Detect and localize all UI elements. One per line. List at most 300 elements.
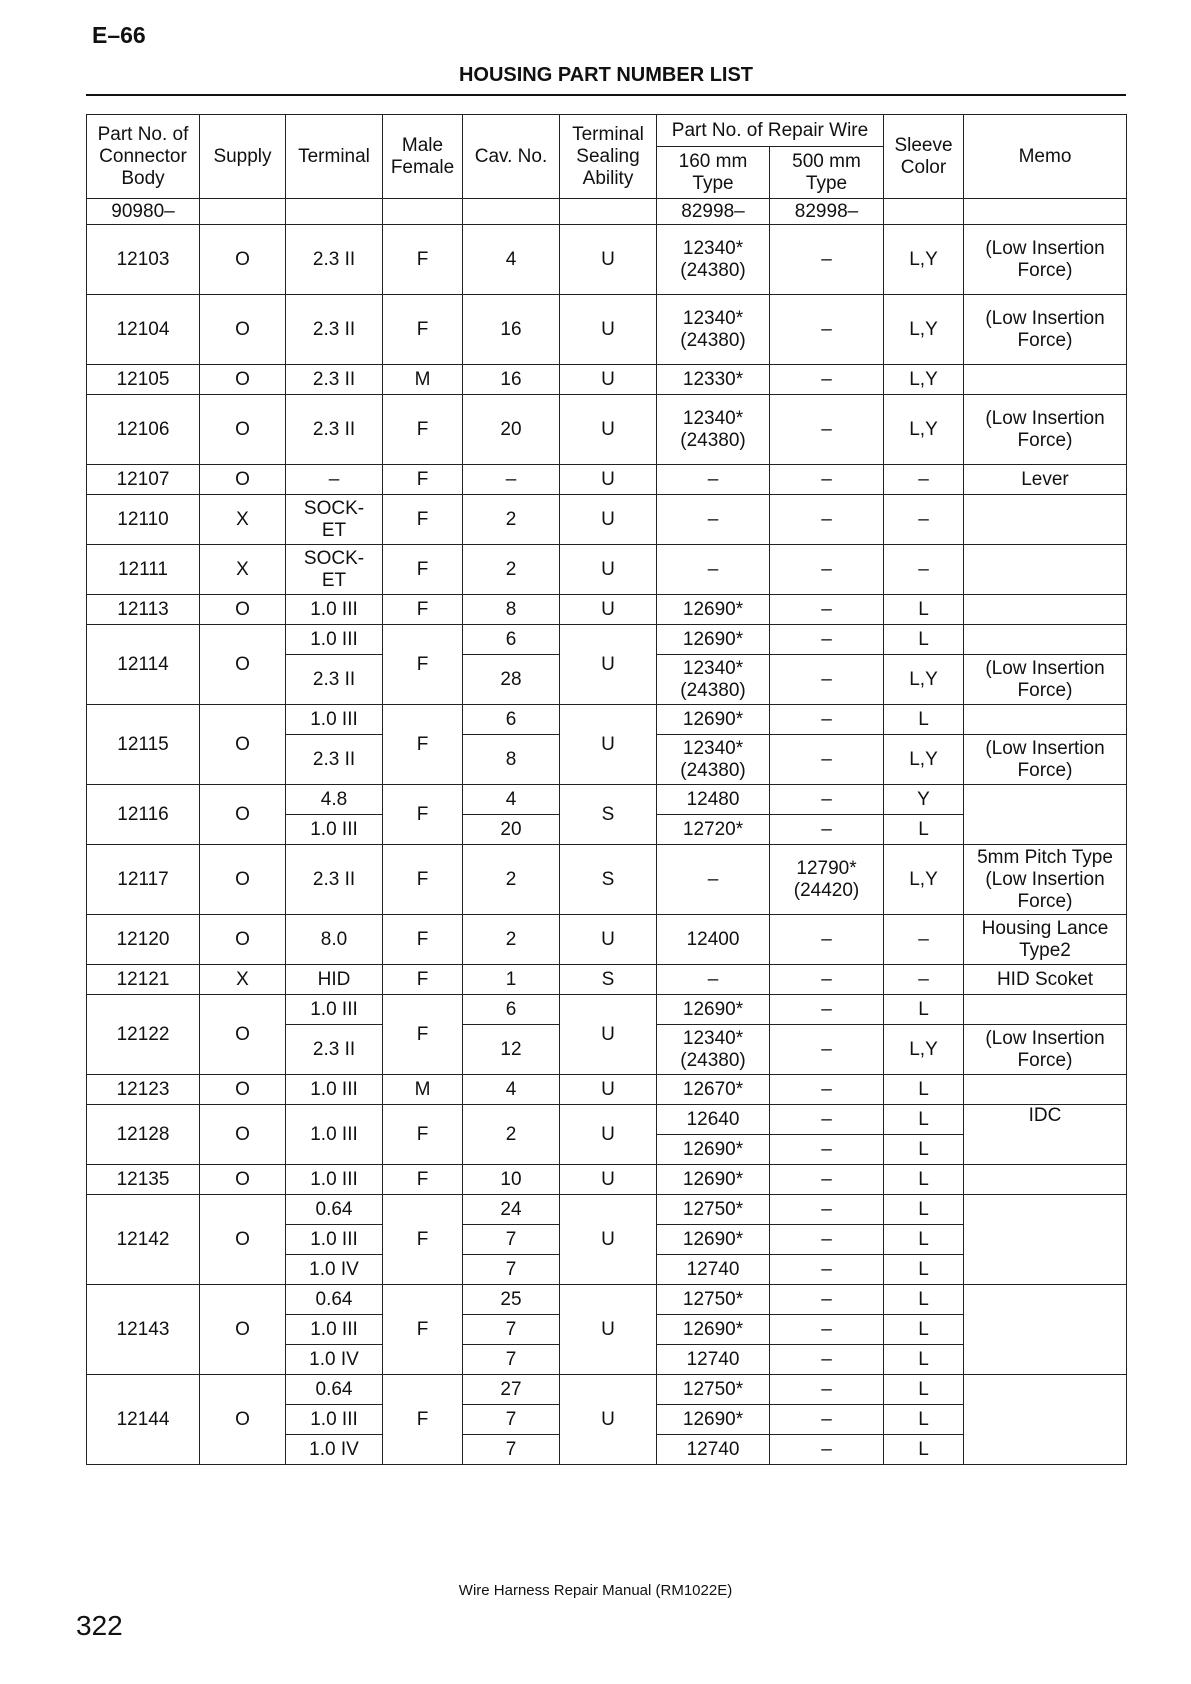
- male-female-cell: M: [383, 365, 463, 395]
- cav-no-cell: 8: [463, 735, 560, 785]
- repair-wire-160-cell: 12690*: [657, 1165, 770, 1195]
- table-row: [87, 625, 1127, 655]
- sleeve-color-cell: –: [884, 465, 964, 495]
- col-header-terminal: Terminal: [286, 115, 383, 199]
- col-header-sealing: Terminal Sealing Ability: [560, 115, 657, 199]
- repair-wire-500-cell: –: [770, 1135, 884, 1165]
- repair-wire-500-cell: –: [770, 595, 884, 625]
- terminal-cell: 1.0 III: [286, 1405, 383, 1435]
- sleeve-color-cell: L,Y: [884, 655, 964, 705]
- terminal-cell: 1.0 III: [286, 1165, 383, 1195]
- repair-wire-160-cell: 12340* (24380): [657, 1025, 770, 1075]
- repair-wire-160-cell: 12340* (24380): [657, 295, 770, 365]
- sealing-cell: U: [560, 225, 657, 295]
- supply-cell: O: [200, 1285, 286, 1375]
- sleeve-color-cell: L,Y: [884, 395, 964, 465]
- sealing-cell: U: [560, 915, 657, 965]
- male-female-cell: F: [383, 915, 463, 965]
- cav-no-cell: 7: [463, 1255, 560, 1285]
- sealing-cell: U: [560, 1285, 657, 1375]
- repair-wire-160-cell: 12740: [657, 1255, 770, 1285]
- memo-cell: [964, 1075, 1127, 1105]
- table-row: [87, 1285, 1127, 1315]
- male-female-cell: F: [383, 965, 463, 995]
- memo-cell: HID Scoket: [964, 965, 1127, 995]
- sealing-cell: U: [560, 995, 657, 1075]
- repair-wire-160-cell: 12690*: [657, 1225, 770, 1255]
- memo-cell: [964, 1165, 1127, 1195]
- table-row: [87, 1195, 1127, 1225]
- part-number-cell: 12110: [87, 495, 200, 545]
- sleeve-color-cell: L: [884, 1105, 964, 1135]
- sleeve-color-cell: L: [884, 995, 964, 1025]
- terminal-cell: 2.3 II: [286, 845, 383, 915]
- terminal-cell: 1.0 III: [286, 1105, 383, 1165]
- repair-wire-500-cell: –: [770, 1165, 884, 1195]
- sleeve-color-cell: L: [884, 1285, 964, 1315]
- repair-wire-500-cell: –: [770, 1105, 884, 1135]
- supply-cell: O: [200, 625, 286, 705]
- memo-cell: [964, 1195, 1127, 1285]
- male-female-cell: F: [383, 705, 463, 785]
- repair-wire-500-cell: –: [770, 1255, 884, 1285]
- sleeve-color-cell: L: [884, 1375, 964, 1405]
- cav-no-cell: 7: [463, 1435, 560, 1465]
- cav-no-cell: 6: [463, 705, 560, 735]
- repair-wire-500-cell: –: [770, 1285, 884, 1315]
- memo-cell: (Low Insertion Force): [964, 295, 1127, 365]
- repair-wire-160-cell: 12750*: [657, 1285, 770, 1315]
- sealing-cell: U: [560, 465, 657, 495]
- male-female-cell: F: [383, 395, 463, 465]
- table-row: [87, 225, 1127, 295]
- memo-cell: [964, 705, 1127, 735]
- repair-wire-500-cell: 12790* (24420): [770, 845, 884, 915]
- cav-no-cell: 24: [463, 1195, 560, 1225]
- supply-cell: O: [200, 395, 286, 465]
- sealing-cell: U: [560, 705, 657, 785]
- male-female-cell: F: [383, 545, 463, 595]
- terminal-cell: 0.64: [286, 1195, 383, 1225]
- repair-wire-500-cell: –: [770, 965, 884, 995]
- repair-wire-500-cell: –: [770, 1345, 884, 1375]
- cav-no-cell: 2: [463, 1105, 560, 1165]
- male-female-cell: F: [383, 465, 463, 495]
- part-number-cell: 12121: [87, 965, 200, 995]
- sleeve-color-cell: –: [884, 495, 964, 545]
- col-header-sleeve: Sleeve Color: [884, 115, 964, 199]
- sealing-cell: U: [560, 495, 657, 545]
- cav-no-cell: 7: [463, 1225, 560, 1255]
- cav-no-cell: 12: [463, 1025, 560, 1075]
- sleeve-color-cell: L: [884, 1165, 964, 1195]
- sleeve-color-cell: L,Y: [884, 295, 964, 365]
- part-number-cell: 12113: [87, 595, 200, 625]
- cav-no-cell: 2: [463, 845, 560, 915]
- repair-wire-160-cell: 12740: [657, 1345, 770, 1375]
- repair-wire-500-cell: –: [770, 1405, 884, 1435]
- cav-no-cell: 10: [463, 1165, 560, 1195]
- col-header-repair-wire: Part No. of Repair Wire: [657, 115, 884, 147]
- sleeve-color-cell: L: [884, 815, 964, 845]
- repair-wire-160-cell: 12340* (24380): [657, 225, 770, 295]
- memo-cell: Housing Lance Type2: [964, 915, 1127, 965]
- housing-part-table: [86, 114, 1127, 1465]
- repair-wire-160-cell: 12690*: [657, 995, 770, 1025]
- memo-cell: (Low Insertion Force): [964, 735, 1127, 785]
- male-female-cell: M: [383, 1075, 463, 1105]
- supply-cell: X: [200, 545, 286, 595]
- repair-wire-500-cell: –: [770, 735, 884, 785]
- part-number-cell: 12103: [87, 225, 200, 295]
- supply-cell: O: [200, 1375, 286, 1465]
- sleeve-color-cell: L: [884, 1255, 964, 1285]
- cav-no-cell: 6: [463, 625, 560, 655]
- supply-cell: O: [200, 1195, 286, 1285]
- male-female-cell: F: [383, 1165, 463, 1195]
- sleeve-color-cell: –: [884, 965, 964, 995]
- memo-cell: (Low Insertion Force): [964, 1025, 1127, 1075]
- sealing-cell: U: [560, 1375, 657, 1465]
- repair-wire-160-cell: 12690*: [657, 1315, 770, 1345]
- sleeve-color-cell: L: [884, 1345, 964, 1375]
- part-number-cell: 12107: [87, 465, 200, 495]
- repair-wire-500-cell: –: [770, 705, 884, 735]
- col-header-500: 500 mm Type: [770, 147, 884, 199]
- terminal-cell: 1.0 III: [286, 995, 383, 1025]
- col-header-memo: Memo: [964, 115, 1127, 199]
- part-number-cell: 12117: [87, 845, 200, 915]
- memo-cell: Lever: [964, 465, 1127, 495]
- cav-no-cell: 2: [463, 545, 560, 595]
- col-header-part-no: Part No. of Connector Body: [87, 115, 200, 199]
- part-number-cell: 12135: [87, 1165, 200, 1195]
- prefix-160: 82998–: [657, 199, 770, 225]
- supply-cell: O: [200, 595, 286, 625]
- cav-no-cell: –: [463, 465, 560, 495]
- repair-wire-500-cell: –: [770, 1225, 884, 1255]
- repair-wire-160-cell: 12690*: [657, 595, 770, 625]
- terminal-cell: 1.0 III: [286, 1315, 383, 1345]
- sleeve-color-cell: Y: [884, 785, 964, 815]
- col-header-supply: Supply: [200, 115, 286, 199]
- sealing-cell: U: [560, 395, 657, 465]
- part-number-cell: 12128: [87, 1105, 200, 1165]
- terminal-cell: 8.0: [286, 915, 383, 965]
- repair-wire-160-cell: 12640: [657, 1105, 770, 1135]
- terminal-cell: 1.0 IV: [286, 1435, 383, 1465]
- cav-no-cell: 28: [463, 655, 560, 705]
- sleeve-color-cell: L: [884, 625, 964, 655]
- supply-cell: O: [200, 295, 286, 365]
- male-female-cell: F: [383, 1375, 463, 1465]
- col-header-160: 160 mm Type: [657, 147, 770, 199]
- terminal-cell: 1.0 III: [286, 1075, 383, 1105]
- cav-no-cell: 6: [463, 995, 560, 1025]
- part-number-cell: 12115: [87, 705, 200, 785]
- cav-no-cell: 16: [463, 295, 560, 365]
- table-row: [87, 365, 1127, 395]
- sleeve-color-cell: –: [884, 915, 964, 965]
- sealing-cell: U: [560, 595, 657, 625]
- part-number-cell: 12144: [87, 1375, 200, 1465]
- terminal-cell: 2.3 II: [286, 1025, 383, 1075]
- sealing-cell: S: [560, 965, 657, 995]
- prefix-row: [87, 199, 1127, 225]
- repair-wire-500-cell: –: [770, 295, 884, 365]
- repair-wire-160-cell: 12340* (24380): [657, 735, 770, 785]
- repair-wire-500-cell: –: [770, 225, 884, 295]
- part-number-cell: 12111: [87, 545, 200, 595]
- sleeve-color-cell: L: [884, 1435, 964, 1465]
- cav-no-cell: 20: [463, 395, 560, 465]
- cav-no-cell: 4: [463, 1075, 560, 1105]
- male-female-cell: F: [383, 845, 463, 915]
- page-number: 322: [76, 1610, 123, 1641]
- table-row: [87, 465, 1127, 495]
- supply-cell: O: [200, 465, 286, 495]
- repair-wire-500-cell: –: [770, 785, 884, 815]
- cav-no-cell: 4: [463, 225, 560, 295]
- repair-wire-160-cell: 12400: [657, 915, 770, 965]
- male-female-cell: F: [383, 785, 463, 845]
- cav-no-cell: 27: [463, 1375, 560, 1405]
- sealing-cell: U: [560, 545, 657, 595]
- male-female-cell: F: [383, 1285, 463, 1375]
- repair-wire-500-cell: –: [770, 1315, 884, 1345]
- repair-wire-160-cell: –: [657, 495, 770, 545]
- table-row: [87, 1105, 1127, 1135]
- sleeve-color-cell: L: [884, 595, 964, 625]
- sleeve-color-cell: L: [884, 1225, 964, 1255]
- sleeve-color-cell: L: [884, 1195, 964, 1225]
- male-female-cell: F: [383, 1105, 463, 1165]
- repair-wire-160-cell: 12330*: [657, 365, 770, 395]
- table-row: [87, 1375, 1127, 1405]
- table-row: [87, 965, 1127, 995]
- repair-wire-160-cell: –: [657, 845, 770, 915]
- memo-cell: [964, 365, 1127, 395]
- part-number-cell: 12104: [87, 295, 200, 365]
- terminal-cell: 1.0 IV: [286, 1255, 383, 1285]
- part-number-cell: 12114: [87, 625, 200, 705]
- sealing-cell: U: [560, 1105, 657, 1165]
- repair-wire-160-cell: 12670*: [657, 1075, 770, 1105]
- repair-wire-160-cell: –: [657, 465, 770, 495]
- repair-wire-160-cell: 12750*: [657, 1375, 770, 1405]
- repair-wire-500-cell: –: [770, 1075, 884, 1105]
- memo-cell: [964, 1375, 1127, 1465]
- memo-cell: [964, 495, 1127, 545]
- sleeve-color-cell: L,Y: [884, 735, 964, 785]
- repair-wire-160-cell: 12690*: [657, 1135, 770, 1165]
- cav-no-cell: 8: [463, 595, 560, 625]
- sealing-cell: S: [560, 785, 657, 845]
- repair-wire-160-cell: 12480: [657, 785, 770, 815]
- sealing-cell: U: [560, 365, 657, 395]
- memo-cell: (Low Insertion Force): [964, 395, 1127, 465]
- table-row: [87, 295, 1127, 365]
- part-number-cell: 12143: [87, 1285, 200, 1375]
- sealing-cell: U: [560, 295, 657, 365]
- cav-no-cell: 4: [463, 785, 560, 815]
- sealing-cell: S: [560, 845, 657, 915]
- cav-no-cell: 7: [463, 1315, 560, 1345]
- table-row: [87, 915, 1127, 965]
- sealing-cell: U: [560, 1075, 657, 1105]
- male-female-cell: F: [383, 595, 463, 625]
- memo-cell: 5mm Pitch Type (Low Insertion Force): [964, 845, 1127, 915]
- repair-wire-500-cell: –: [770, 1195, 884, 1225]
- sleeve-color-cell: L: [884, 1405, 964, 1435]
- prefix-part: 90980–: [87, 199, 200, 225]
- terminal-cell: 1.0 III: [286, 705, 383, 735]
- part-number-cell: 12105: [87, 365, 200, 395]
- terminal-cell: 1.0 IV: [286, 1345, 383, 1375]
- supply-cell: X: [200, 495, 286, 545]
- cav-no-cell: 1: [463, 965, 560, 995]
- male-female-cell: F: [383, 495, 463, 545]
- memo-cell: [964, 545, 1127, 595]
- memo-cell: [964, 785, 1127, 845]
- repair-wire-160-cell: 12690*: [657, 625, 770, 655]
- terminal-cell: 2.3 II: [286, 395, 383, 465]
- part-number-cell: 12116: [87, 785, 200, 845]
- terminal-cell: 2.3 II: [286, 655, 383, 705]
- terminal-cell: 2.3 II: [286, 225, 383, 295]
- cav-no-cell: 20: [463, 815, 560, 845]
- male-female-cell: F: [383, 295, 463, 365]
- repair-wire-160-cell: 12740: [657, 1435, 770, 1465]
- repair-wire-160-cell: 12690*: [657, 705, 770, 735]
- table-row: [87, 705, 1127, 735]
- repair-wire-500-cell: –: [770, 655, 884, 705]
- terminal-cell: 1.0 III: [286, 1225, 383, 1255]
- sealing-cell: U: [560, 625, 657, 705]
- table-row: [87, 845, 1127, 915]
- memo-cell: [964, 1285, 1127, 1375]
- supply-cell: O: [200, 225, 286, 295]
- male-female-cell: F: [383, 995, 463, 1075]
- terminal-cell: 2.3 II: [286, 295, 383, 365]
- repair-wire-500-cell: –: [770, 625, 884, 655]
- table-row: [87, 1075, 1127, 1105]
- supply-cell: O: [200, 1105, 286, 1165]
- table-row: [87, 395, 1127, 465]
- cav-no-cell: 25: [463, 1285, 560, 1315]
- sleeve-color-cell: L,Y: [884, 845, 964, 915]
- col-header-male-female: Male Female: [383, 115, 463, 199]
- part-number-cell: 12122: [87, 995, 200, 1075]
- repair-wire-500-cell: –: [770, 995, 884, 1025]
- supply-cell: O: [200, 845, 286, 915]
- repair-wire-160-cell: 12720*: [657, 815, 770, 845]
- sleeve-color-cell: L,Y: [884, 365, 964, 395]
- cav-no-cell: 2: [463, 495, 560, 545]
- col-header-cav-no: Cav. No.: [463, 115, 560, 199]
- supply-cell: O: [200, 365, 286, 395]
- repair-wire-500-cell: –: [770, 365, 884, 395]
- sealing-cell: U: [560, 1195, 657, 1285]
- repair-wire-500-cell: –: [770, 1025, 884, 1075]
- male-female-cell: F: [383, 225, 463, 295]
- repair-wire-500-cell: –: [770, 395, 884, 465]
- sleeve-color-cell: L,Y: [884, 1025, 964, 1075]
- sleeve-color-cell: L,Y: [884, 225, 964, 295]
- table-row: [87, 595, 1127, 625]
- repair-wire-500-cell: –: [770, 465, 884, 495]
- part-number-cell: 12120: [87, 915, 200, 965]
- terminal-cell: –: [286, 465, 383, 495]
- male-female-cell: F: [383, 625, 463, 705]
- memo-cell: [964, 595, 1127, 625]
- table-row: [87, 495, 1127, 545]
- table-row: [87, 545, 1127, 595]
- memo-cell: (Low Insertion Force): [964, 655, 1127, 705]
- supply-cell: O: [200, 1075, 286, 1105]
- table-row: [87, 1165, 1127, 1195]
- repair-wire-500-cell: –: [770, 1375, 884, 1405]
- prefix-500: 82998–: [770, 199, 884, 225]
- terminal-cell: SOCK- ET: [286, 495, 383, 545]
- supply-cell: O: [200, 995, 286, 1075]
- supply-cell: O: [200, 1165, 286, 1195]
- part-number-cell: 12123: [87, 1075, 200, 1105]
- table-row: [87, 785, 1127, 815]
- repair-wire-160-cell: 12340* (24380): [657, 655, 770, 705]
- repair-wire-160-cell: 12690*: [657, 1405, 770, 1435]
- terminal-cell: 1.0 III: [286, 625, 383, 655]
- supply-cell: O: [200, 785, 286, 845]
- supply-cell: X: [200, 965, 286, 995]
- footer-manual-title: Wire Harness Repair Manual (RM1022E): [458, 1582, 733, 1599]
- memo-cell: [964, 625, 1127, 655]
- terminal-cell: 0.64: [286, 1285, 383, 1315]
- sleeve-color-cell: L: [884, 705, 964, 735]
- terminal-cell: SOCK- ET: [286, 545, 383, 595]
- memo-cell: (Low Insertion Force): [964, 225, 1127, 295]
- supply-cell: O: [200, 705, 286, 785]
- sleeve-color-cell: L: [884, 1135, 964, 1165]
- repair-wire-500-cell: –: [770, 545, 884, 595]
- repair-wire-160-cell: –: [657, 545, 770, 595]
- repair-wire-160-cell: –: [657, 965, 770, 995]
- cav-no-cell: 7: [463, 1405, 560, 1435]
- sealing-cell: U: [560, 1165, 657, 1195]
- terminal-cell: 4.8: [286, 785, 383, 815]
- page-id: E–66: [92, 22, 146, 48]
- part-number-cell: 12142: [87, 1195, 200, 1285]
- repair-wire-160-cell: 12750*: [657, 1195, 770, 1225]
- part-number-cell: 12106: [87, 395, 200, 465]
- terminal-cell: 2.3 II: [286, 365, 383, 395]
- memo-cell: IDC: [964, 1105, 1127, 1165]
- terminal-cell: 1.0 III: [286, 595, 383, 625]
- male-female-cell: F: [383, 1195, 463, 1285]
- sleeve-color-cell: L: [884, 1315, 964, 1345]
- repair-wire-500-cell: –: [770, 495, 884, 545]
- repair-wire-500-cell: –: [770, 915, 884, 965]
- sleeve-color-cell: L: [884, 1075, 964, 1105]
- cav-no-cell: 2: [463, 915, 560, 965]
- terminal-cell: HID: [286, 965, 383, 995]
- terminal-cell: 2.3 II: [286, 735, 383, 785]
- cav-no-cell: 7: [463, 1345, 560, 1375]
- memo-cell: [964, 995, 1127, 1025]
- supply-cell: O: [200, 915, 286, 965]
- repair-wire-160-cell: 12340* (24380): [657, 395, 770, 465]
- terminal-cell: 1.0 III: [286, 815, 383, 845]
